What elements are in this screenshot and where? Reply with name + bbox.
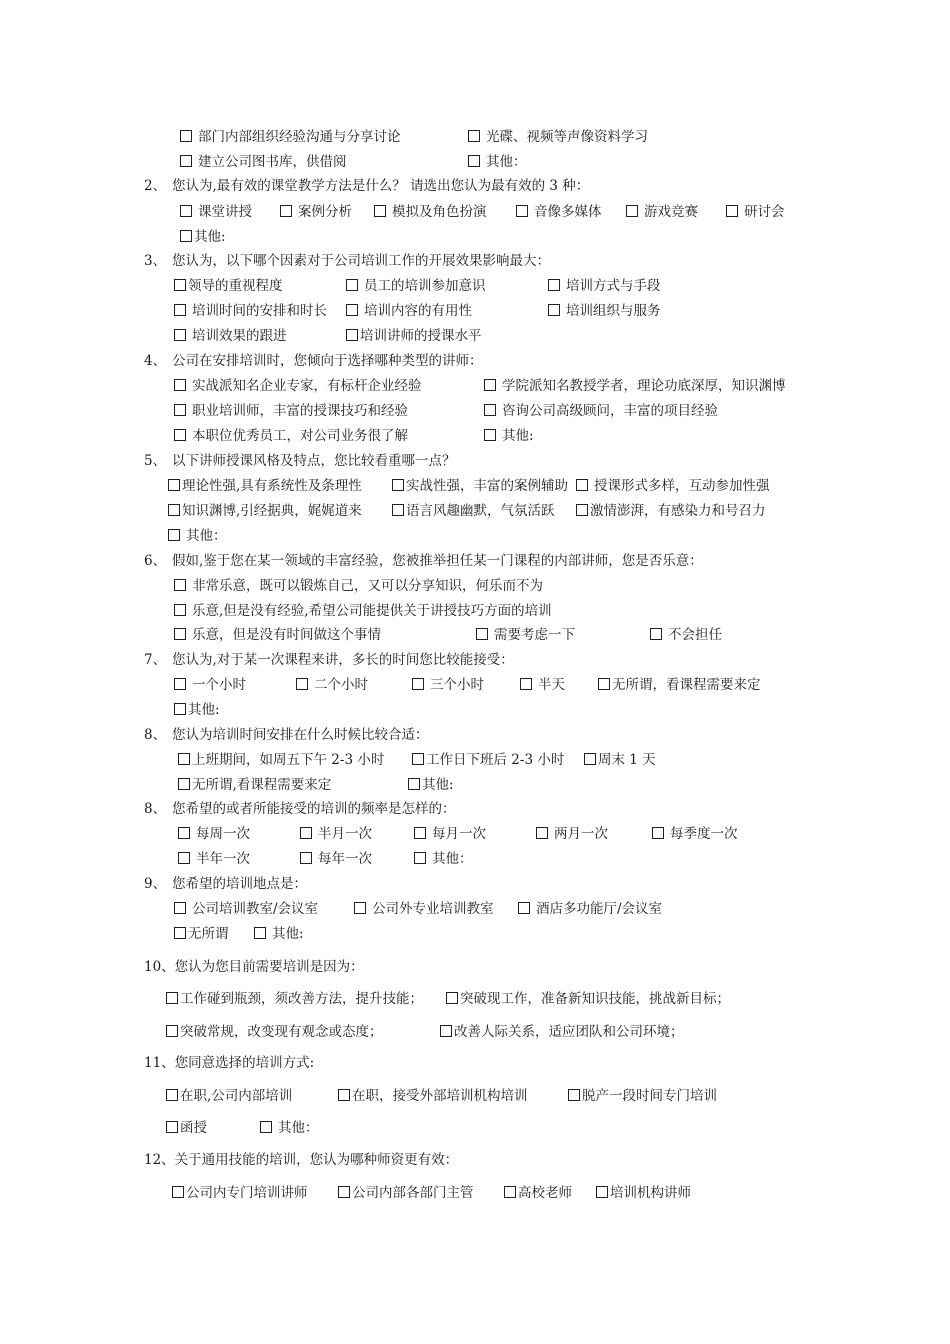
option-checkbox[interactable]: 无所谓 bbox=[174, 925, 229, 943]
checkbox-icon[interactable] bbox=[168, 504, 180, 516]
checkbox-icon[interactable] bbox=[568, 1089, 580, 1101]
checkbox-icon[interactable] bbox=[392, 504, 404, 516]
checkbox-icon[interactable] bbox=[392, 479, 404, 491]
question-2: 2、 您认为,最有效的课堂教学方法是什么？ 请选出您认为最有效的 3 种： bbox=[144, 178, 590, 194]
option-checkbox[interactable]: 激情澎湃，有感染力和号召力 bbox=[576, 502, 766, 520]
question-10: 10、您认为您目前需要培训是因为： bbox=[144, 959, 364, 975]
checkbox-icon[interactable] bbox=[548, 304, 560, 316]
checkbox-icon[interactable] bbox=[166, 1089, 178, 1101]
checkbox-icon[interactable] bbox=[174, 628, 186, 640]
option-checkbox[interactable]: 无所谓,看课程需要来定 bbox=[178, 776, 331, 794]
checkbox-icon[interactable] bbox=[726, 205, 738, 217]
option-checkbox[interactable]: 无所谓，看课程需要来定 bbox=[598, 676, 761, 694]
question-9: 9、 您希望的培训地点是： bbox=[144, 876, 307, 892]
checkbox-icon[interactable] bbox=[536, 827, 548, 839]
checkbox-icon[interactable] bbox=[174, 279, 186, 291]
option-checkbox[interactable]: 每季度一次 bbox=[652, 825, 738, 843]
option-checkbox[interactable]: 半年一次 bbox=[178, 850, 250, 868]
checkbox-icon[interactable] bbox=[174, 604, 186, 616]
option-checkbox[interactable]: 其他： bbox=[414, 850, 473, 868]
question-3: 3、 您认为，以下哪个因素对于公司培训工作的开展效果影响最大： bbox=[144, 253, 550, 269]
question-5: 5、 以下讲师授课风格及特点，您比较看重哪一点？ bbox=[144, 453, 456, 469]
checkbox-icon[interactable] bbox=[338, 1089, 350, 1101]
checkbox-icon[interactable] bbox=[254, 927, 266, 939]
option-checkbox[interactable]: 一个小时 bbox=[174, 676, 246, 694]
option-checkbox[interactable]: 职业培训师，丰富的授课技巧和经验 bbox=[174, 402, 408, 420]
option-checkbox[interactable]: 培训效果的跟进 bbox=[174, 327, 287, 345]
option-checkbox[interactable]: 其他: bbox=[174, 701, 220, 719]
checkbox-icon[interactable] bbox=[484, 379, 496, 391]
option-checkbox[interactable]: 游戏竞赛 bbox=[626, 203, 698, 221]
checkbox-icon[interactable] bbox=[518, 902, 530, 914]
checkbox-icon[interactable] bbox=[174, 927, 186, 939]
checkbox-icon[interactable] bbox=[476, 628, 488, 640]
question-11: 11、您同意选择的培训方式: bbox=[144, 1055, 315, 1071]
option-checkbox[interactable]: 部门内部组织经验沟通与分享讨论 bbox=[180, 128, 401, 146]
checkbox-icon[interactable] bbox=[166, 1121, 178, 1133]
checkbox-icon[interactable] bbox=[504, 1186, 516, 1198]
checkbox-icon[interactable] bbox=[300, 827, 312, 839]
checkbox-icon[interactable] bbox=[650, 628, 662, 640]
option-checkbox[interactable]: 工作日下班后 2-3 小时 bbox=[412, 751, 564, 769]
option-checkbox[interactable]: 二个小时 bbox=[296, 676, 368, 694]
question-12: 12、关于通用技能的培训，您认为哪种师资更有效： bbox=[144, 1152, 459, 1168]
option-checkbox[interactable]: 周末 1 天 bbox=[584, 751, 656, 769]
checkbox-icon[interactable] bbox=[598, 678, 610, 690]
checkbox-icon[interactable] bbox=[346, 329, 358, 341]
option-checkbox[interactable]: 建立公司图书库，供借阅 bbox=[180, 153, 347, 171]
checkbox-icon[interactable] bbox=[180, 155, 192, 167]
option-checkbox[interactable]: 半天 bbox=[520, 676, 565, 694]
option-checkbox[interactable]: 培训方式与手段 bbox=[548, 277, 661, 295]
option-checkbox[interactable]: 公司外专业培训教室 bbox=[354, 900, 494, 918]
checkbox-icon[interactable] bbox=[296, 678, 308, 690]
option-checkbox[interactable]: 上班期间，如周五下午 2-3 小时 bbox=[178, 751, 384, 769]
checkbox-icon[interactable] bbox=[652, 827, 664, 839]
checkbox-icon[interactable] bbox=[180, 205, 192, 217]
option-checkbox[interactable]: 培训内容的有用性 bbox=[346, 302, 472, 320]
option-checkbox[interactable]: 不会担任 bbox=[650, 626, 722, 644]
option-checkbox[interactable]: 领导的重视程度 bbox=[174, 277, 283, 295]
checkbox-icon[interactable] bbox=[548, 279, 560, 291]
checkbox-icon[interactable] bbox=[346, 279, 358, 291]
checkbox-icon[interactable] bbox=[166, 992, 178, 1004]
checkbox-icon[interactable] bbox=[166, 1025, 178, 1037]
checkbox-icon[interactable] bbox=[440, 1025, 452, 1037]
checkbox-icon[interactable] bbox=[626, 205, 638, 217]
checkbox-icon[interactable] bbox=[346, 304, 358, 316]
checkbox-icon[interactable] bbox=[516, 205, 528, 217]
checkbox-icon[interactable] bbox=[484, 429, 496, 441]
checkbox-icon[interactable] bbox=[468, 130, 480, 142]
option-checkbox[interactable]: 酒店多功能厅/会议室 bbox=[518, 900, 662, 918]
question-8-frequency: 8、 您希望的或者所能接受的培训的频率是怎样的： bbox=[144, 801, 456, 817]
checkbox-icon[interactable] bbox=[174, 329, 186, 341]
option-checkbox[interactable]: 公司内部各部门主管 bbox=[338, 1184, 474, 1202]
option-checkbox[interactable]: 语言风趣幽默，气氛活跃 bbox=[392, 502, 555, 520]
option-checkbox[interactable]: 高校老师 bbox=[504, 1184, 572, 1202]
checkbox-icon[interactable] bbox=[354, 902, 366, 914]
checkbox-icon[interactable] bbox=[168, 479, 180, 491]
option-checkbox[interactable]: 理论性强,具有系统性及条理性 bbox=[168, 477, 362, 495]
checkbox-icon[interactable] bbox=[468, 155, 480, 167]
option-checkbox[interactable]: 三个小时 bbox=[412, 676, 484, 694]
checkbox-icon[interactable] bbox=[172, 1186, 184, 1198]
option-checkbox[interactable]: 光碟、视频等声像资料学习 bbox=[468, 128, 648, 146]
checkbox-icon[interactable] bbox=[180, 230, 192, 242]
checkbox-icon[interactable] bbox=[300, 852, 312, 864]
option-checkbox[interactable]: 需要考虑一下 bbox=[476, 626, 575, 644]
checkbox-icon[interactable] bbox=[414, 827, 426, 839]
checkbox-icon[interactable] bbox=[520, 678, 532, 690]
question-7: 7、 您认为,对于某一次课程来讲，多长的时间您比较能接受： bbox=[144, 652, 514, 668]
checkbox-icon[interactable] bbox=[596, 1186, 608, 1198]
checkbox-icon[interactable] bbox=[414, 852, 426, 864]
option-checkbox[interactable]: 突破常规，改变现有观念或态度； bbox=[166, 1023, 383, 1041]
option-checkbox[interactable]: 乐意,但是没有经验,希望公司能提供关于讲授技巧方面的培训 bbox=[174, 602, 552, 620]
option-checkbox[interactable]: 实战性强，丰富的案例辅助 bbox=[392, 477, 568, 495]
option-checkbox[interactable]: 其他: bbox=[408, 776, 454, 794]
checkbox-icon[interactable] bbox=[174, 678, 186, 690]
checkbox-icon[interactable] bbox=[576, 479, 588, 491]
option-checkbox[interactable]: 突破现工作，准备新知识技能，挑战新目标； bbox=[446, 990, 730, 1008]
option-checkbox[interactable]: 咨询公司高级顾问，丰富的项目经验 bbox=[484, 402, 718, 420]
option-checkbox[interactable]: 实战派知名企业专家，有标杆企业经验 bbox=[174, 377, 422, 395]
question-8-time: 8、 您认为培训时间安排在什么时候比较合适： bbox=[144, 727, 429, 743]
option-checkbox[interactable]: 课堂讲授 bbox=[180, 203, 252, 221]
option-checkbox[interactable]: 学院派知名教授学者，理论功底深厚，知识渊博 bbox=[484, 377, 786, 395]
option-checkbox[interactable]: 培训组织与服务 bbox=[548, 302, 661, 320]
option-checkbox[interactable]: 工作碰到瓶颈，须改善方法，提升技能； bbox=[166, 990, 423, 1008]
checkbox-icon[interactable] bbox=[178, 852, 190, 864]
option-checkbox[interactable]: 培训机构讲师 bbox=[596, 1184, 691, 1202]
option-checkbox[interactable]: 改善人际关系，适应团队和公司环境； bbox=[440, 1023, 684, 1041]
option-checkbox[interactable]: 非常乐意，既可以锻炼自己，又可以分享知识，何乐而不为 bbox=[174, 577, 543, 595]
option-checkbox[interactable]: 每周一次 bbox=[178, 825, 250, 843]
checkbox-icon[interactable] bbox=[584, 753, 596, 765]
option-checkbox[interactable]: 在职，接受外部培训机构培训 bbox=[338, 1087, 528, 1105]
option-checkbox[interactable]: 音像多媒体 bbox=[516, 203, 602, 221]
checkbox-icon[interactable] bbox=[174, 404, 186, 416]
checkbox-icon[interactable] bbox=[412, 753, 424, 765]
option-checkbox[interactable]: 授课形式多样，互动参加性强 bbox=[576, 477, 770, 495]
question-6: 6、 假如,鉴于您在某一领域的丰富经验，您被推举担任某一门课程的内部讲师，您是否乐意： bbox=[144, 553, 703, 569]
checkbox-icon[interactable] bbox=[374, 205, 386, 217]
option-checkbox[interactable]: 案例分析 bbox=[280, 203, 352, 221]
option-checkbox[interactable]: 每月一次 bbox=[414, 825, 486, 843]
checkbox-icon[interactable] bbox=[168, 529, 180, 541]
checkbox-icon[interactable] bbox=[180, 130, 192, 142]
option-checkbox[interactable]: 公司内专门培训讲师 bbox=[172, 1184, 308, 1202]
option-checkbox[interactable]: 研讨会 bbox=[726, 203, 785, 221]
option-checkbox[interactable]: 员工的培训参加意识 bbox=[346, 277, 486, 295]
checkbox-icon[interactable] bbox=[174, 703, 186, 715]
checkbox-icon[interactable] bbox=[174, 902, 186, 914]
option-checkbox[interactable]: 知识渊博,引经据典，娓娓道来 bbox=[168, 502, 362, 520]
checkbox-icon[interactable] bbox=[174, 429, 186, 441]
checkbox-icon[interactable] bbox=[178, 753, 190, 765]
option-checkbox[interactable]: 两月一次 bbox=[536, 825, 608, 843]
checkbox-icon[interactable] bbox=[174, 379, 186, 391]
option-checkbox[interactable]: 乐意，但是没有时间做这个事情 bbox=[174, 626, 381, 644]
option-checkbox[interactable]: 其他: bbox=[180, 228, 226, 246]
checkbox-icon[interactable] bbox=[576, 504, 588, 516]
checkbox-icon[interactable] bbox=[412, 678, 424, 690]
option-checkbox[interactable]: 公司培训教室/会议室 bbox=[174, 900, 318, 918]
option-checkbox[interactable]: 其他： bbox=[168, 527, 227, 545]
checkbox-icon[interactable] bbox=[408, 778, 420, 790]
option-checkbox[interactable]: 在职,公司内部培训 bbox=[166, 1087, 292, 1105]
option-checkbox[interactable]: 培训时间的安排和时长 bbox=[174, 302, 327, 320]
checkbox-icon[interactable] bbox=[280, 205, 292, 217]
checkbox-icon[interactable] bbox=[174, 304, 186, 316]
option-checkbox[interactable]: 其他： bbox=[468, 153, 527, 171]
checkbox-icon[interactable] bbox=[178, 778, 190, 790]
option-checkbox[interactable]: 其他: bbox=[484, 427, 534, 445]
question-4: 4、 公司在安排培训时，您倾向于选择哪种类型的讲师： bbox=[144, 353, 483, 369]
checkbox-icon[interactable] bbox=[178, 827, 190, 839]
option-checkbox[interactable]: 模拟及角色扮演 bbox=[374, 203, 487, 221]
option-checkbox[interactable]: 其他： bbox=[260, 1119, 319, 1137]
checkbox-icon[interactable] bbox=[174, 579, 186, 591]
option-checkbox[interactable]: 培训讲师的授课水平 bbox=[346, 327, 482, 345]
option-checkbox[interactable]: 半月一次 bbox=[300, 825, 372, 843]
option-checkbox[interactable]: 每年一次 bbox=[300, 850, 372, 868]
checkbox-icon[interactable] bbox=[338, 1186, 350, 1198]
option-checkbox[interactable]: 其他: bbox=[254, 925, 304, 943]
checkbox-icon[interactable] bbox=[446, 992, 458, 1004]
option-checkbox[interactable]: 脱产一段时间专门培训 bbox=[568, 1087, 717, 1105]
checkbox-icon[interactable] bbox=[484, 404, 496, 416]
option-checkbox[interactable]: 函授 bbox=[166, 1119, 207, 1137]
option-checkbox[interactable]: 本职位优秀员工，对公司业务很了解 bbox=[174, 427, 408, 445]
checkbox-icon[interactable] bbox=[260, 1121, 272, 1133]
